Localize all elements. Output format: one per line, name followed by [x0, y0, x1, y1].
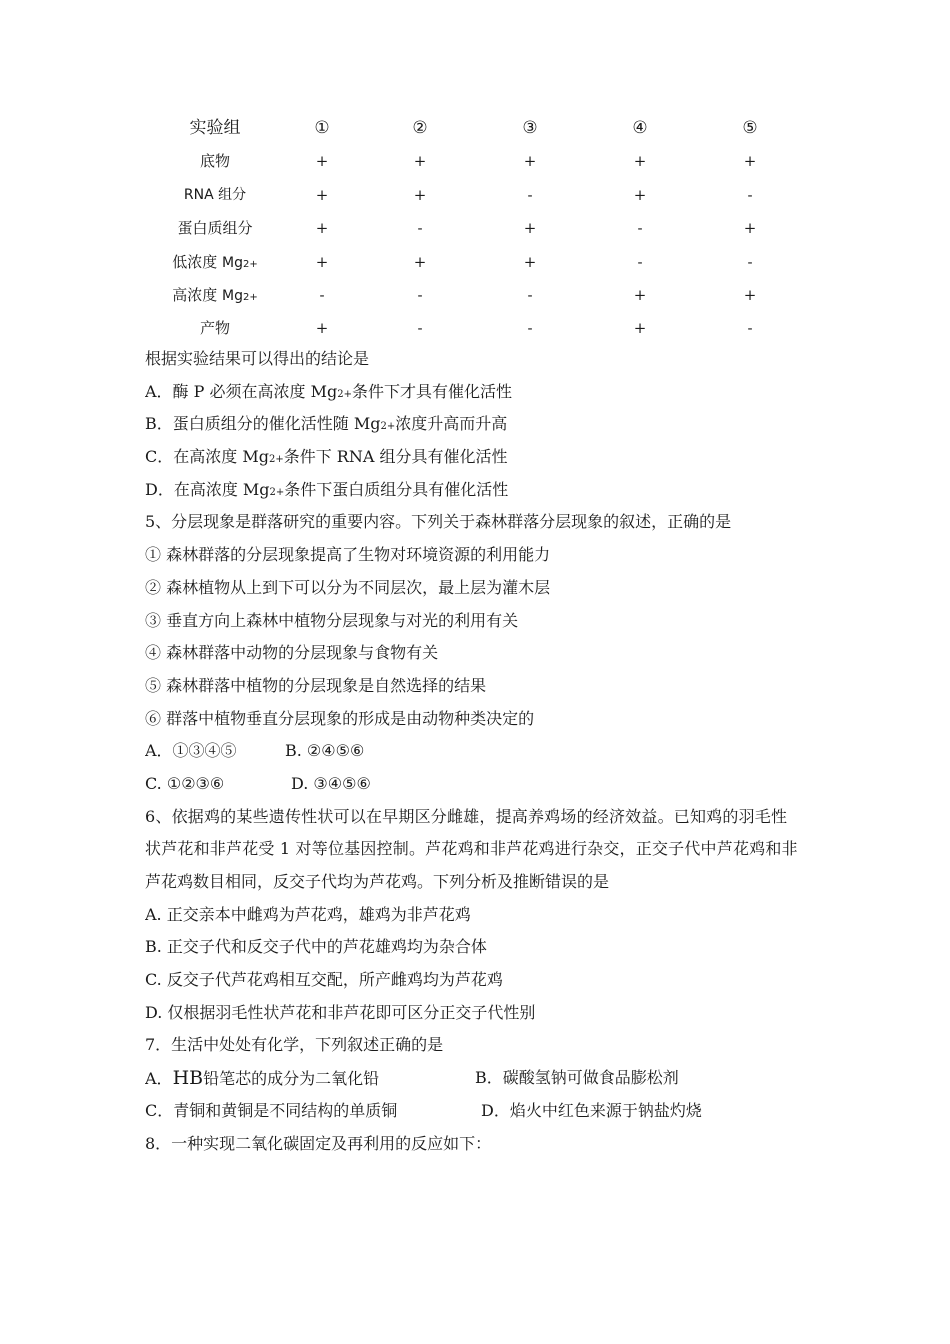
q4-option-d [145, 474, 815, 507]
q7-option-a [145, 1062, 475, 1095]
option-text: 条件下蛋白质组分具有催化活性 [284, 479, 509, 499]
option-text: 条件下才具有催化活性 [351, 381, 512, 401]
q6-option-d: D. 仅根据羽毛性状芦花和非芦花即可区分正交子代性别 [145, 1002, 536, 1022]
table-cell: + [413, 185, 427, 204]
q5-option-b: B. ②④⑤⑥ [285, 741, 365, 761]
table-cell: - [527, 319, 533, 338]
table-cell: + [743, 219, 757, 238]
q8-stem: 8．一种实现二氧化碳固定及再利用的反应如下： [145, 1133, 492, 1153]
table-cell: + [523, 219, 537, 238]
table-cell: + [743, 152, 757, 171]
table-row [160, 279, 800, 312]
option-prefix: A． [145, 1069, 173, 1089]
row-label: 蛋白质组分 [177, 219, 253, 238]
q5-stem: 5、分层现象是群落研究的重要内容。下列关于森林群落分层现象的叙述，正确的是 [145, 512, 732, 532]
q4-option-b [145, 408, 815, 441]
q5-options-row-2 [145, 768, 815, 801]
row-label: 产物 [199, 319, 230, 338]
table-header-row [160, 112, 800, 145]
q5-item: ④ 森林群落中动物的分层现象与食物有关 [145, 643, 439, 663]
option-text: 浓度升高而升高 [395, 414, 508, 434]
table-cell: + [633, 152, 647, 171]
question-body [145, 343, 815, 1160]
header-cell: ③ [522, 118, 538, 138]
q7-option-b: B．碳酸氢钠可做食品膨松剂 [475, 1068, 679, 1088]
header-cell: ② [412, 118, 428, 138]
table-cell: - [637, 252, 643, 271]
q6-option-a: A. 正交亲本中雌鸡为芦花鸡，雄鸡为非芦花鸡 [145, 904, 471, 924]
table-row [160, 179, 800, 212]
table-cell: - [417, 285, 423, 304]
table-row [160, 312, 800, 345]
table-row [160, 145, 800, 178]
option-text: D．在高浓度 Mg [145, 479, 270, 499]
table-cell: + [315, 152, 329, 171]
ion-charge: 2+ [380, 421, 396, 433]
row-label: RNA 组分 [183, 186, 247, 203]
q7-option-d: D．焰火中红色来源于钠盐灼烧 [481, 1100, 702, 1120]
table-cell: - [747, 252, 753, 271]
table-cell: + [315, 252, 329, 271]
q5-option-a: A．①③④⑤ [145, 741, 237, 761]
header-cell: 实验组 [189, 118, 241, 138]
q7-option-c: C．青铜和黄铜是不同结构的单质铜 [145, 1100, 398, 1120]
q5-item: ② 森林植物从上到下可以分为不同层次，最上层为灌木层 [145, 577, 551, 597]
option-text: 条件下 RNA 组分具有催化活性 [283, 447, 508, 467]
option-text: B．蛋白质组分的催化活性随 Mg [145, 414, 381, 434]
table-cell: - [319, 285, 325, 304]
q6-stem-line: 芦花鸡数目相同，反交子代均为芦花鸡。下列分析及推断错误的是 [145, 872, 610, 891]
table-cell: - [527, 285, 533, 304]
q6-option-b: B. 正交子代和反交子代中的芦花雄鸡均为杂合体 [145, 937, 487, 957]
row-label [160, 246, 270, 279]
row-label-text: 高浓度 [172, 285, 223, 304]
q5-item: ⑤ 森林群落中植物的分层现象是自然选择的结果 [145, 675, 487, 695]
table-cell: + [523, 152, 537, 171]
hb-label: HB [172, 1067, 204, 1090]
experiment-table [160, 112, 800, 346]
ion-charge: 2+ [269, 486, 285, 498]
table-cell: + [315, 185, 329, 204]
table-cell: - [417, 319, 423, 338]
option-text: 铅笔芯的成分为二氧化铅 [203, 1069, 380, 1089]
option-text: C．在高浓度 Mg [145, 447, 269, 467]
table-cell: - [747, 319, 753, 338]
header-cell: ① [314, 118, 330, 138]
q5-option-c: C. ①②③⑥ [145, 773, 225, 793]
option-text: A．酶 P 必须在高浓度 Mg [145, 381, 338, 401]
table-cell: + [743, 285, 757, 304]
q6-option-c: C. 反交子代芦花鸡相互交配，所产雌鸡均为芦花鸡 [145, 970, 503, 990]
q4-stem: 根据实验结果可以得出的结论是 [145, 349, 370, 368]
table-cell: + [633, 185, 647, 204]
q7-stem: 7．生活中处处有化学，下列叙述正确的是 [145, 1035, 444, 1055]
q5-item: ③ 垂直方向上森林中植物分层现象与对光的利用有关 [145, 610, 519, 630]
header-cell: ④ [632, 118, 648, 138]
ion-charge: 2+ [268, 454, 284, 466]
q4-option-a [145, 376, 815, 409]
table-cell: + [315, 219, 329, 238]
table-cell: - [527, 185, 533, 204]
table-cell: + [413, 152, 427, 171]
ion-charge: 2+ [243, 291, 258, 303]
row-label: 底物 [199, 152, 230, 171]
ion-symbol: Mg [222, 254, 243, 271]
table-cell: + [315, 319, 329, 338]
table-cell: + [633, 319, 647, 338]
q5-item: ① 森林群落的分层现象提高了生物对环境资源的利用能力 [145, 545, 551, 565]
table-cell: + [523, 252, 537, 271]
table-row [160, 212, 800, 245]
q7-options-row-2 [145, 1095, 815, 1128]
table-cell: + [413, 252, 427, 271]
q5-options-row-1 [145, 735, 815, 768]
q4-option-c [145, 441, 815, 474]
table-cell: + [633, 285, 647, 304]
ion-symbol: Mg [222, 287, 243, 304]
table-cell: - [747, 185, 753, 204]
q6-stem-line: 6、依据鸡的某些遗传性状可以在早期区分雌雄，提高养鸡场的经济效益。已知鸡的羽毛性 [145, 806, 788, 826]
ion-charge: 2+ [243, 258, 258, 270]
table-row [160, 246, 800, 279]
row-label [160, 279, 270, 312]
ion-charge: 2+ [337, 388, 352, 400]
row-label-text: 低浓度 [172, 252, 223, 271]
table-cell: - [417, 219, 423, 238]
q7-options-row-1 [145, 1062, 815, 1095]
q5-option-d: D. ③④⑤⑥ [291, 773, 371, 793]
header-cell: ⑤ [742, 118, 758, 138]
q5-item: ⑥ 群落中植物垂直分层现象的形成是由动物种类决定的 [145, 708, 535, 728]
q6-stem-line: 状芦花和非芦花受 1 对等位基因控制。芦花鸡和非芦花鸡进行杂交，正交子代中芦花鸡和非 [145, 839, 798, 859]
table-cell: - [637, 219, 643, 238]
